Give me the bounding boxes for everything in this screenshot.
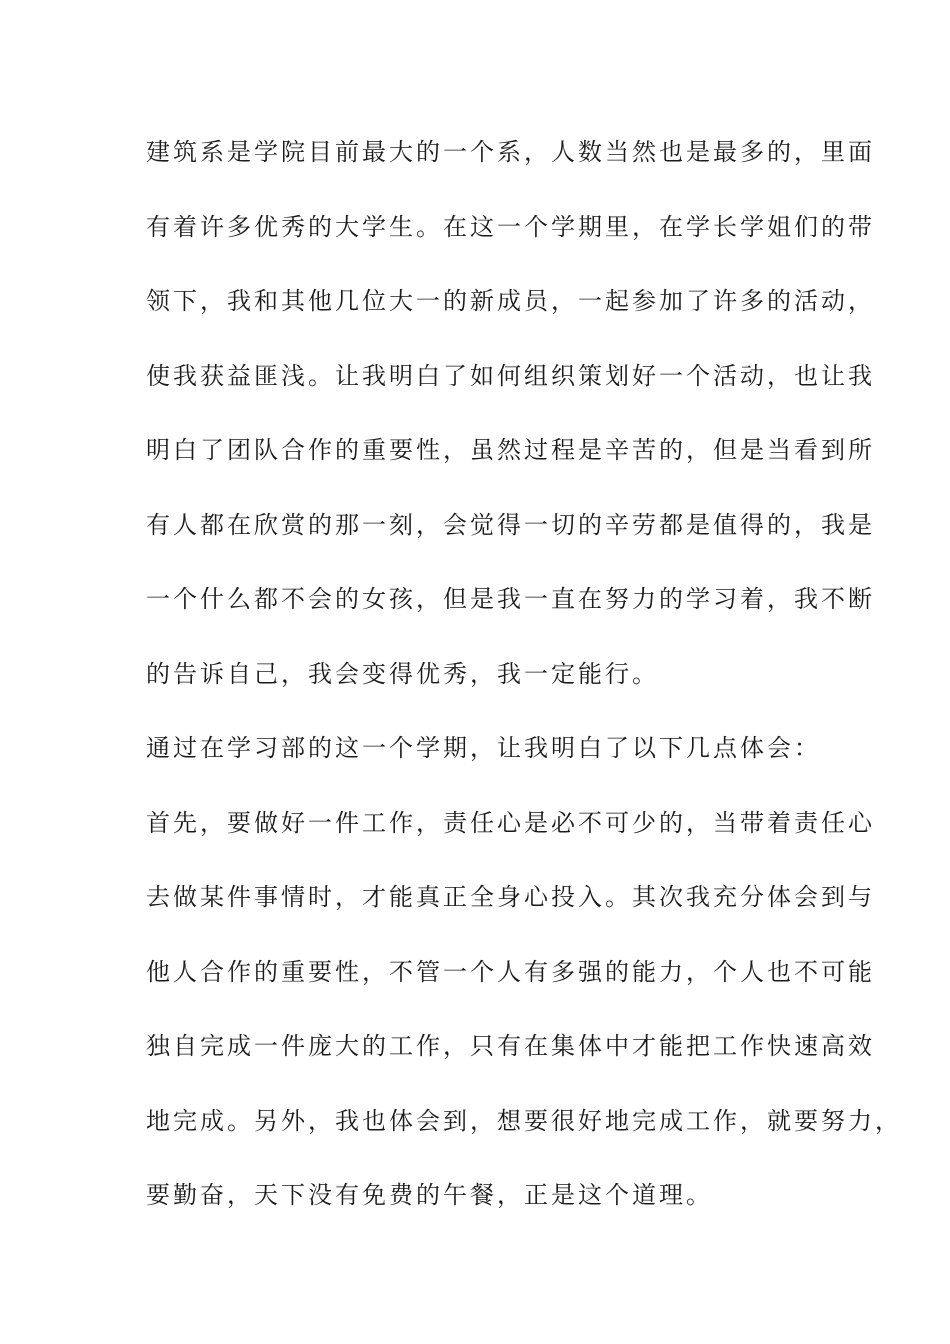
text-line: 明白了团队合作的重要性，虽然过程是辛苦的，但是当看到所 [146,436,875,464]
text-line: 通过在学习部的这一个学期，让我明白了以下几点体会： [146,734,821,762]
text-line: 使我获益匪浅。让我明白了如何组织策划好一个活动，也让我 [146,361,875,390]
text-line: 的告诉自己，我会变得优秀，我一定能行。 [146,659,659,688]
text-line: 领下，我和其他几位大一的新成员，一起参加了许多的活动， [146,287,875,315]
text-line: 首先，要做好一件工作，责任心是必不可少的，当带着责任心 [146,808,875,837]
text-line: 地完成。另外，我也体会到，想要很好地完成工作，就要努力， [146,1106,902,1135]
text-line: 他人合作的重要性，不管一个人有多强的能力，个人也不可能 [146,957,875,986]
text-line: 一个什么都不会的女孩，但是我一直在努力的学习着，我不断 [146,585,875,613]
body-text [146,128,902,1246]
text-line: 有人都在欣赏的那一刻，会觉得一切的辛劳都是值得的，我是 [146,510,875,539]
text-line: 独自完成一件庞大的工作，只有在集体中才能把工作快速高效 [146,1032,875,1060]
text-line: 要勤奋，天下没有免费的午餐，正是这个道理。 [146,1181,713,1209]
text-line: 建筑系是学院目前最大的一个系，人数当然也是最多的，里面 [146,138,875,166]
text-line: 去做某件事情时，才能真正全身心投入。其次我充分体会到与 [146,883,875,911]
text-line: 有着许多优秀的大学生。在这一个学期里，在学长学姐们的带 [146,212,875,241]
